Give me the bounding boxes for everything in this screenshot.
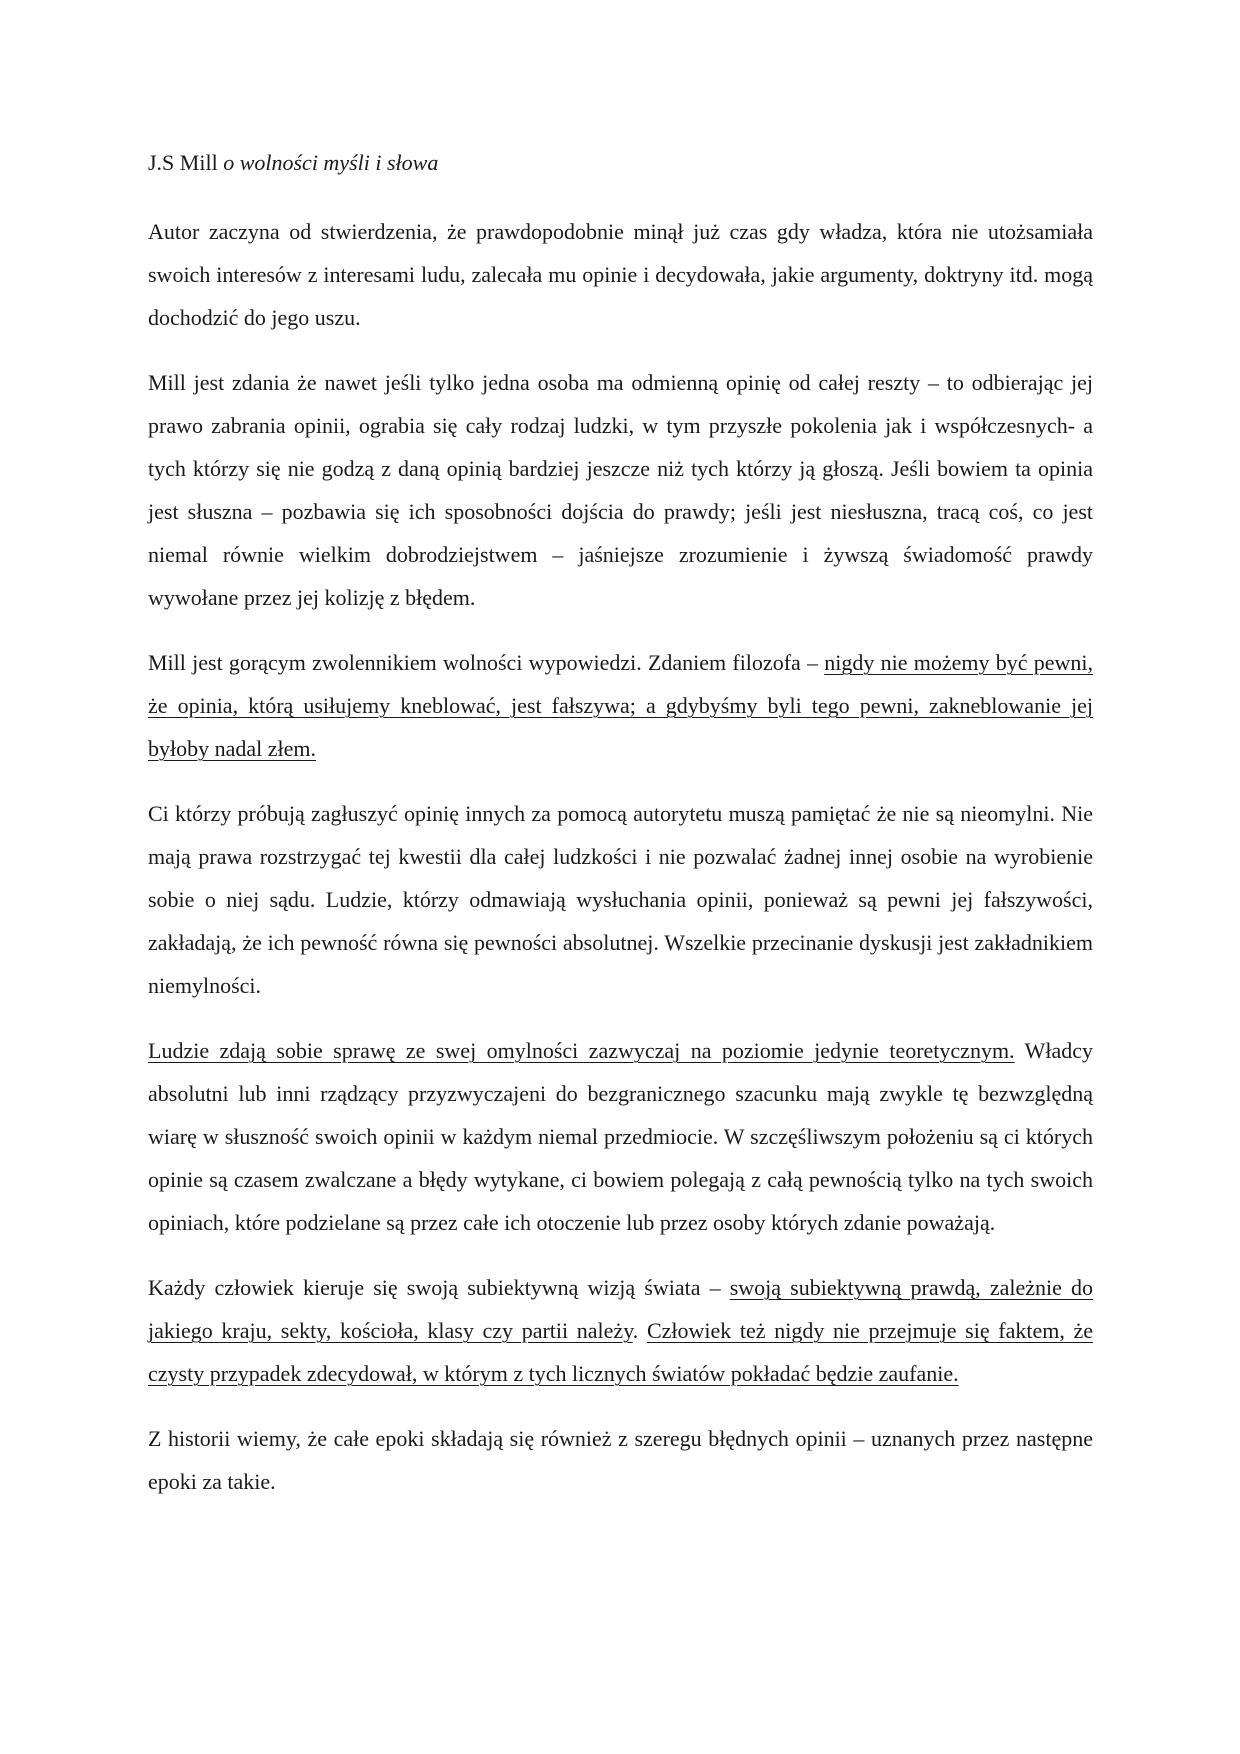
paragraph-segment: Każdy człowiek kieruje się swoją subiektywną wizją świata – <box>148 1275 730 1300</box>
paragraph-4 <box>148 792 1093 1007</box>
paragraph-3 <box>148 641 1093 770</box>
paragraph-segment: Ci którzy próbują zagłuszyć opinię innych za pomocą autorytetu muszą pamiętać że nie są nieomylni. Nie mają prawa rozstrzygać tej kwestii dla całej ludzkości i nie pozwalać żadnej innej osobie na wyrobienie sobie o niej sądu. Ludzie, którzy odmawiają wysłuchania opinii, ponieważ są pewni jej fałszywości, zakładają, że ich pewność równa się pewności absolutnej. Wszelkie przecinanie dyskusji jest zakładnikiem niemylności. <box>148 801 1093 998</box>
underlined-segment: Człowiek też nigdy nie przejmuje się faktem, że czysty przypadek zdecydował, w którym z tych licznych światów pokładać będzie zaufanie. <box>148 1318 1094 1386</box>
paragraph-segment: Z historii wiemy, że całe epoki składają się również z szeregu błędnych opinii – uznanych przez następne epoki za takie. <box>148 1426 1093 1494</box>
title-subject: o wolności myśli i słowa <box>223 150 439 175</box>
paragraph-segment: Autor zaczyna od stwierdzenia, że prawdopodobnie minął już czas gdy władza, która nie utożsamiała swoich interesów z interesami ludu, zalecała mu opinie i decydowała, jakie argumenty, doktryny itd. mogą dochodzić do jego uszu. <box>148 219 1093 330</box>
paragraph-segment: . <box>632 1318 647 1343</box>
document-title <box>148 146 1093 180</box>
underlined-segment: swoją subiektywną prawdą, zależnie do jakiego kraju, sekty, kościoła, klasy czy partii należy <box>148 1275 1094 1343</box>
paragraph-segment: Mill jest zdania że nawet jeśli tylko jedna osoba ma odmienną opinię od całej reszty – to odbierając jej prawo zabrania opinii, ograbia się cały rodzaj ludzki, w tym przyszłe pokolenia jak i współczesnych- a tych którzy się nie godzą z daną opinią bardziej jeszcze niż tych którzy ją głoszą. Jeśli bowiem ta opinia jest słuszna – pozbawia się ich sposobności dojścia do prawdy; jeśli jest niesłuszna, tracą coś, co jest niemal równie wielkim dobrodziejstwem – jaśniejsze zrozumienie i żywszą świadomość prawdy wywołane przez jej kolizję z błędem. <box>148 370 1093 610</box>
paragraph-6 <box>148 1266 1093 1395</box>
underlined-segment: Ludzie zdają sobie sprawę ze swej omylności zazwyczaj na poziomie jedynie teoretycznym. <box>148 1038 1015 1063</box>
paragraph-segment: Władcy absolutni lub inni rządzący przyzwyczajeni do bezgranicznego szacunku mają zwykle tę bezwzględną wiarę w słuszność swoich opinii w każdym niemal przedmiocie. W szczęśliwszym położeniu są ci których opinie są czasem zwalczane a błędy wytykane, ci bowiem polegają z całą pewnością tylko na tych swoich opiniach, które podzielane są przez całe ich otoczenie lub przez osoby których zdanie poważają. <box>148 1038 1093 1235</box>
paragraph-7 <box>148 1417 1093 1503</box>
title-author: J.S Mill <box>148 150 224 175</box>
underlined-segment: nigdy nie możemy być pewni, że opinia, którą usiłujemy kneblować, jest fałszywa; a gdybyśmy byli tego pewni, zakneblowanie jej byłoby nadal złem. <box>148 650 1093 761</box>
paragraph-2 <box>148 361 1093 619</box>
paragraph-segment: Mill jest gorącym zwolennikiem wolności wypowiedzi. Zdaniem filozofa – <box>148 650 825 675</box>
paragraph-1 <box>148 210 1093 339</box>
paragraph-5 <box>148 1029 1093 1244</box>
